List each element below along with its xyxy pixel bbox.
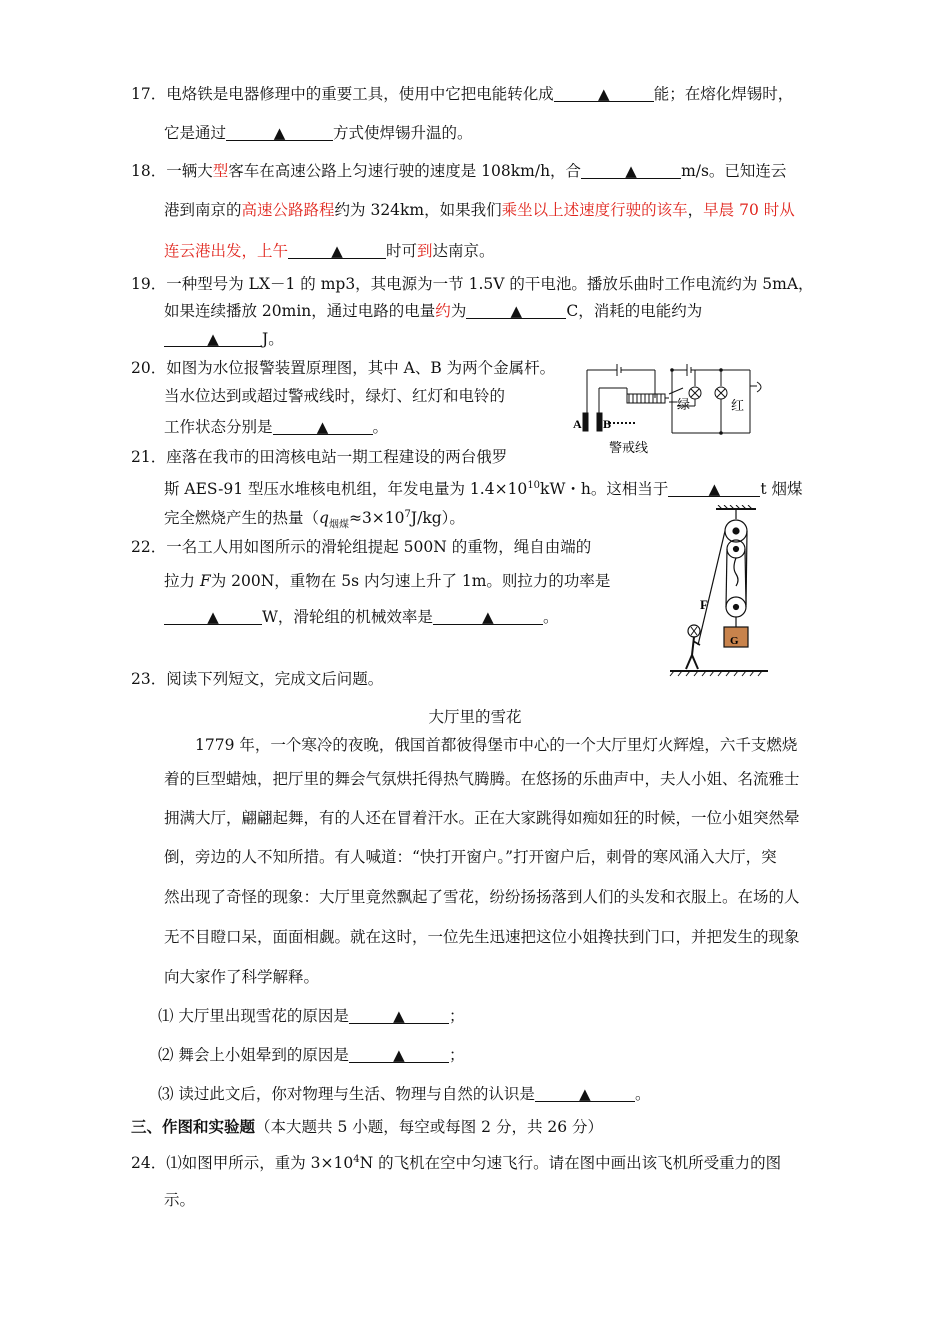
answer-blank[interactable] (273, 416, 373, 435)
weight-g-label: G (730, 635, 739, 647)
passage-line: 无不目瞪口呆，面面相觑。就在这时，一位先生迅速把这位小姐搀扶到门口，并把发生的现象 (164, 928, 800, 946)
red-lamp-label: 红 (731, 399, 745, 414)
answer-blank[interactable] (349, 1005, 449, 1024)
q19-line3: ▲ J。 (164, 328, 284, 350)
q19-line2: 如果连续播放 20min，通过电路的电量约为 ▲ C，消耗的电能约为 (164, 302, 703, 320)
water-alarm-circuit-diagram (565, 358, 775, 458)
answer-blank[interactable] (535, 1083, 635, 1102)
triangle-icon: ▲ (331, 242, 343, 260)
triangle-icon: ▲ (316, 418, 329, 436)
passage-line: 着的巨型蜡烛，把厅里的舞会气氛烘托得热气腾腾。在悠扬的乐曲声中，夫人小姐、名流雅士 (164, 770, 800, 788)
q20-line2: 当水位达到或超过警戒线时，绿灯、红灯和电铃的 (164, 387, 506, 405)
answer-blank[interactable] (668, 478, 760, 497)
passage-line: 1779 年，一个寒冷的夜晚，俄国首都彼得堡市中心的一个大厅里灯火辉煌，六千支燃烧 (164, 736, 798, 754)
answer-blank[interactable] (581, 160, 681, 179)
passage-line: 向大家作了科学解释。 (164, 968, 320, 986)
passage-line: 然出现了奇怪的现象：大厅里竟然飘起了雪花，纷纷扬扬落到人们的头发和衣服上。在场的人 (164, 888, 800, 906)
answer-blank[interactable] (164, 606, 262, 625)
q19-line1: 19．一种型号为 LX－1 的 mp3，其电源为一节 1.5V 的干电池。播放乐曲时工作电流约为 5mA， (131, 275, 814, 293)
green-lamp-label: 绿 (677, 398, 691, 413)
q20-line3: 工作状态分别是 ▲ 。 (164, 418, 389, 436)
triangle-icon: ▲ (625, 162, 637, 180)
answer-blank[interactable] (554, 83, 654, 102)
answer-blank[interactable] (466, 300, 566, 319)
warning-line-caption: 警戒线 (609, 441, 649, 456)
q21-line1: 21．座落在我市的田湾核电站一期工程建设的两台俄罗 (131, 448, 508, 466)
triangle-icon: ▲ (708, 480, 721, 499)
triangle-icon: ▲ (597, 85, 610, 103)
triangle-icon: ▲ (510, 302, 523, 320)
passage-line: 倒，旁边的人不知所措。有人喊道：“快打开窗户。”打开窗户后，刺骨的寒风涌入大厅，突 (164, 848, 777, 866)
triangle-icon: ▲ (273, 124, 286, 142)
q24-line2: 示。 (164, 1191, 196, 1209)
triangle-icon: ▲ (207, 330, 219, 348)
pulley-system-diagram (660, 505, 770, 680)
q17-line1: 17．电烙铁是电器修理中的重要工具，使用中它把电能转化成 ▲ 能；在熔化焊锡时， (131, 85, 794, 103)
triangle-icon: ▲ (207, 608, 219, 626)
answer-blank[interactable] (164, 328, 262, 347)
q18-line3: 连云港出发，上午 ▲ 时可到达南京。 (164, 242, 495, 260)
q21-line2: 斯 AES-91 型压水堆核电机组，年发电量为 $1.4\times 10^{10}kW$・h。这相当于 ▲ t 烟煤 (164, 480, 803, 499)
q18-line2: 港到南京的高速公路路程约为 324km，如果我们乘坐以上述速度行驶的该车，早晨 70 时从 (164, 201, 795, 219)
q22-line1: 22．一名工人用如图所示的滑轮组提起 500N 的重物，绳自由端的 (131, 538, 592, 556)
section-3-heading: 三、作图和实验题（本大题共 5 小题，每空或每图 2 分，共 26 分） (131, 1117, 604, 1136)
answer-blank[interactable] (349, 1044, 449, 1063)
answer-blank[interactable] (433, 606, 543, 625)
answer-blank[interactable] (226, 122, 333, 141)
triangle-icon: ▲ (482, 608, 494, 626)
q17-line2: 它是通过 ▲ 方式使焊锡升温的。 (164, 124, 473, 142)
triangle-icon: ▲ (393, 1007, 405, 1025)
q20-line1: 20．如图为水位报警装置原理图，其中 A、B 为两个金属杆。 (131, 359, 556, 377)
q21-line3: 完全燃烧产生的热量$(q_{烟煤}\approx 3\times 10^7J/kg)$。 (164, 509, 465, 531)
force-f-label: F (700, 597, 708, 612)
triangle-icon: ▲ (393, 1046, 405, 1064)
passage-line: 拥满大厅，翩翩起舞，有的人还在冒着汗水。正在大家跳得如痴如狂的时候，一位小姐突然晕 (164, 809, 800, 827)
q22-line2: 拉力 F为 200N，重物在 5s 内匀速上升了 1m。则拉力的功率是 (164, 572, 611, 590)
rod-a-label: A (573, 417, 582, 431)
q23-intro: 23．阅读下列短文，完成文后问题。 (131, 670, 384, 688)
q23-sub3: ⑶ 读过此文后，你对物理与生活、物理与自然的认识是 ▲ 。 (158, 1085, 651, 1103)
rod-b-label: B (603, 417, 612, 431)
q23-sub1: ⑴ 大厅里出现雪花的原因是 ▲ ； (158, 1007, 465, 1025)
q24-line1: 24．⑴如图甲所示，重为 $3\times 10^4N$ 的飞机在空中匀速飞行。请在图中画出该飞机所受重力的图 (131, 1154, 782, 1173)
triangle-icon: ▲ (579, 1085, 591, 1103)
answer-blank[interactable] (288, 240, 386, 259)
q22-line3: ▲ W，滑轮组的机械效率是 ▲ 。 (164, 606, 558, 628)
q23-sub2: ⑵ 舞会上小姐晕到的原因是 ▲ ； (158, 1046, 465, 1064)
passage-title: 大厅里的雪花 (428, 708, 522, 726)
q18-line1: 18．一辆大型客车在高速公路上匀速行驶的速度是 108km/h，合 ▲ m/s。已知连云 (131, 162, 787, 180)
